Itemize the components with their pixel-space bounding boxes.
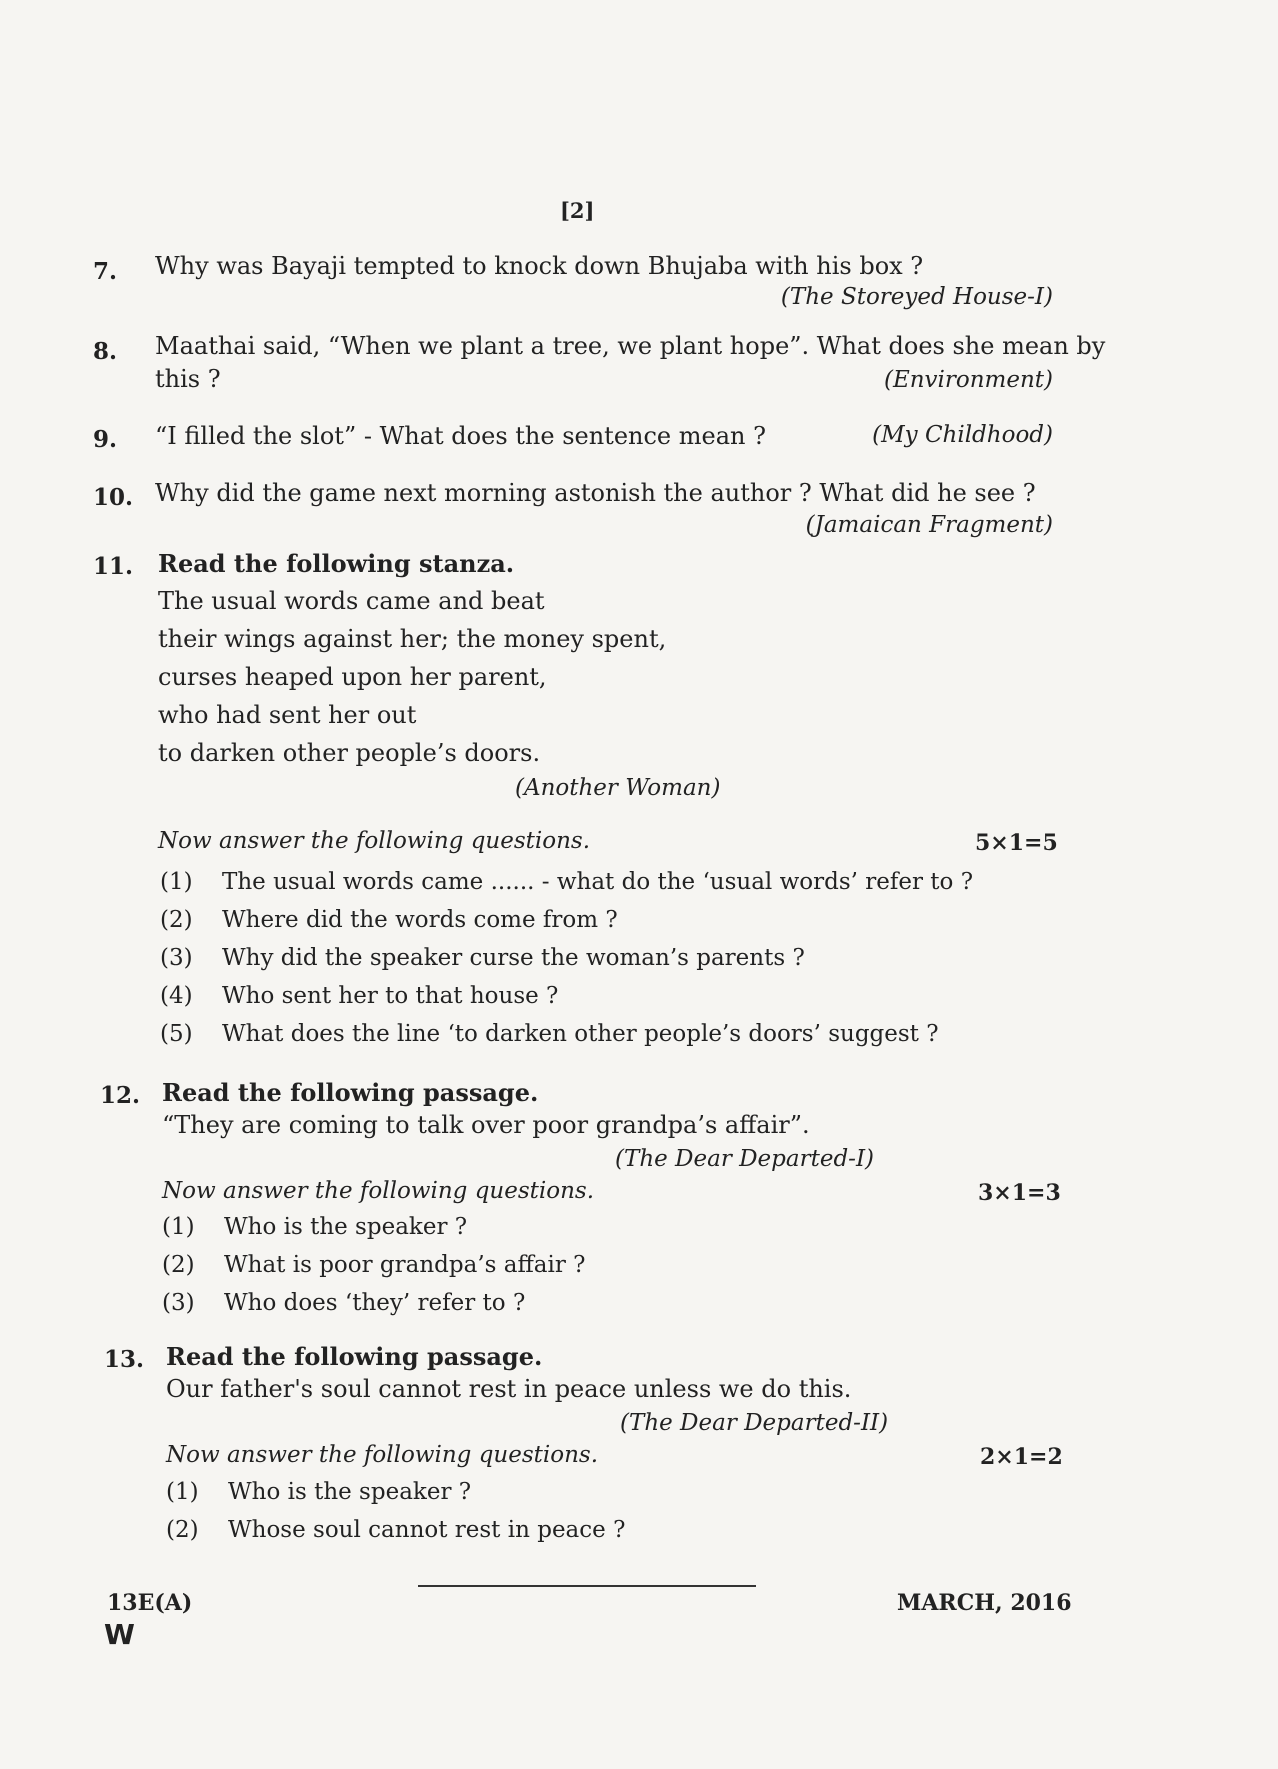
- question-8-source: (Environment): [883, 367, 1053, 393]
- subquestion: [166, 1511, 625, 1549]
- subquestion: [160, 939, 973, 977]
- subquestion-number: (5): [160, 1021, 193, 1047]
- question-13-source: (The Dear Departed-II): [620, 1410, 889, 1436]
- subquestion-text: Who is the speaker ?: [224, 1214, 468, 1240]
- question-10-source: (Jamaican Fragment): [805, 512, 1053, 538]
- subquestion-text: Who does ‘they’ refer to ?: [224, 1290, 526, 1316]
- end-rule: [418, 1585, 756, 1587]
- question-8-number: 8.: [93, 338, 118, 365]
- subquestion-number: (1): [162, 1214, 195, 1240]
- subquestion-text: The usual words came ...... - what do the ‘usual words’ refer to ?: [222, 869, 974, 895]
- subquestion-text: Why did the speaker curse the woman’s parents ?: [222, 945, 805, 971]
- question-11-marks: 5×1=5: [975, 830, 1058, 856]
- question-13-subquestions: [166, 1473, 625, 1549]
- question-11-heading: Read the following stanza.: [158, 549, 515, 578]
- question-13-number: 13.: [104, 1346, 145, 1373]
- question-13-marks: 2×1=2: [980, 1444, 1063, 1470]
- subquestion-text: Who sent her to that house ?: [222, 983, 559, 1009]
- subquestion: [160, 1015, 973, 1053]
- subquestion-number: (3): [160, 945, 193, 971]
- question-11-instruction: Now answer the following questions.: [158, 828, 591, 854]
- subquestion-number: (4): [160, 983, 193, 1009]
- question-13-passage: Our father's soul cannot rest in peace unless we do this.: [166, 1375, 852, 1403]
- stanza-line: curses heaped upon her parent,: [158, 663, 547, 691]
- question-12-passage: “They are coming to talk over poor grandpa’s affair”.: [162, 1111, 810, 1139]
- subquestion-text: What does the line ‘to darken other people’s doors’ suggest ?: [222, 1021, 939, 1047]
- subquestion-text: Where did the words come from ?: [222, 907, 618, 933]
- question-7-text: Why was Bayaji tempted to knock down Bhujaba with his box ?: [155, 252, 924, 280]
- subquestion-text: Who is the speaker ?: [228, 1479, 472, 1505]
- stanza: [158, 582, 666, 772]
- subquestion-text: What is poor grandpa’s affair ?: [224, 1252, 586, 1278]
- question-8-text-line1: Maathai said, “When we plant a tree, we plant hope”. What does she mean by: [155, 332, 1106, 360]
- question-13-heading: Read the following passage.: [166, 1342, 543, 1371]
- subquestion-number: (1): [166, 1479, 199, 1505]
- subquestion: [160, 977, 973, 1015]
- subquestion: [166, 1473, 625, 1511]
- question-12-heading: Read the following passage.: [162, 1078, 539, 1107]
- question-9-text: “I filled the slot” - What does the sentence mean ?: [155, 422, 766, 450]
- subquestion: [162, 1246, 586, 1284]
- question-10-number: 10.: [93, 484, 134, 511]
- question-13-instruction: Now answer the following questions.: [166, 1442, 599, 1468]
- stanza-line: to darken other people’s doors.: [158, 739, 541, 767]
- subquestion: [160, 863, 973, 901]
- page-number: [2]: [560, 198, 595, 223]
- question-12-source: (The Dear Departed-I): [615, 1146, 875, 1172]
- question-12-subquestions: [162, 1208, 586, 1322]
- stanza-line: The usual words came and beat: [158, 587, 545, 615]
- question-9-number: 9.: [93, 426, 118, 453]
- stanza-line: who had sent her out: [158, 701, 417, 729]
- subquestion-number: (3): [162, 1290, 195, 1316]
- question-12-instruction: Now answer the following questions.: [162, 1178, 595, 1204]
- stanza-line: their wings against her; the money spent,: [158, 625, 667, 653]
- paper-code: 13E(A): [107, 1590, 193, 1616]
- question-10-text: Why did the game next morning astonish the author ? What did he see ?: [155, 479, 1036, 507]
- question-12-marks: 3×1=3: [978, 1180, 1061, 1206]
- question-11-number: 11.: [93, 553, 134, 580]
- subquestion: [162, 1208, 586, 1246]
- subquestion-text: Whose soul cannot rest in peace ?: [228, 1517, 626, 1543]
- version-mark: W: [104, 1618, 135, 1651]
- question-9-source: (My Childhood): [872, 422, 1053, 448]
- subquestion: [162, 1284, 586, 1322]
- question-7-number: 7.: [93, 258, 118, 285]
- question-11-subquestions: [160, 863, 973, 1053]
- question-8-text-line2: this ?: [155, 365, 221, 393]
- subquestion-number: (2): [160, 907, 193, 933]
- question-12-number: 12.: [100, 1082, 141, 1109]
- subquestion-number: (2): [166, 1517, 199, 1543]
- question-11-source: (Another Woman): [515, 775, 721, 801]
- question-7-source: (The Storeyed House-I): [780, 284, 1053, 310]
- subquestion-number: (2): [162, 1252, 195, 1278]
- subquestion-number: (1): [160, 869, 193, 895]
- exam-date: MARCH, 2016: [897, 1590, 1072, 1616]
- subquestion: [160, 901, 973, 939]
